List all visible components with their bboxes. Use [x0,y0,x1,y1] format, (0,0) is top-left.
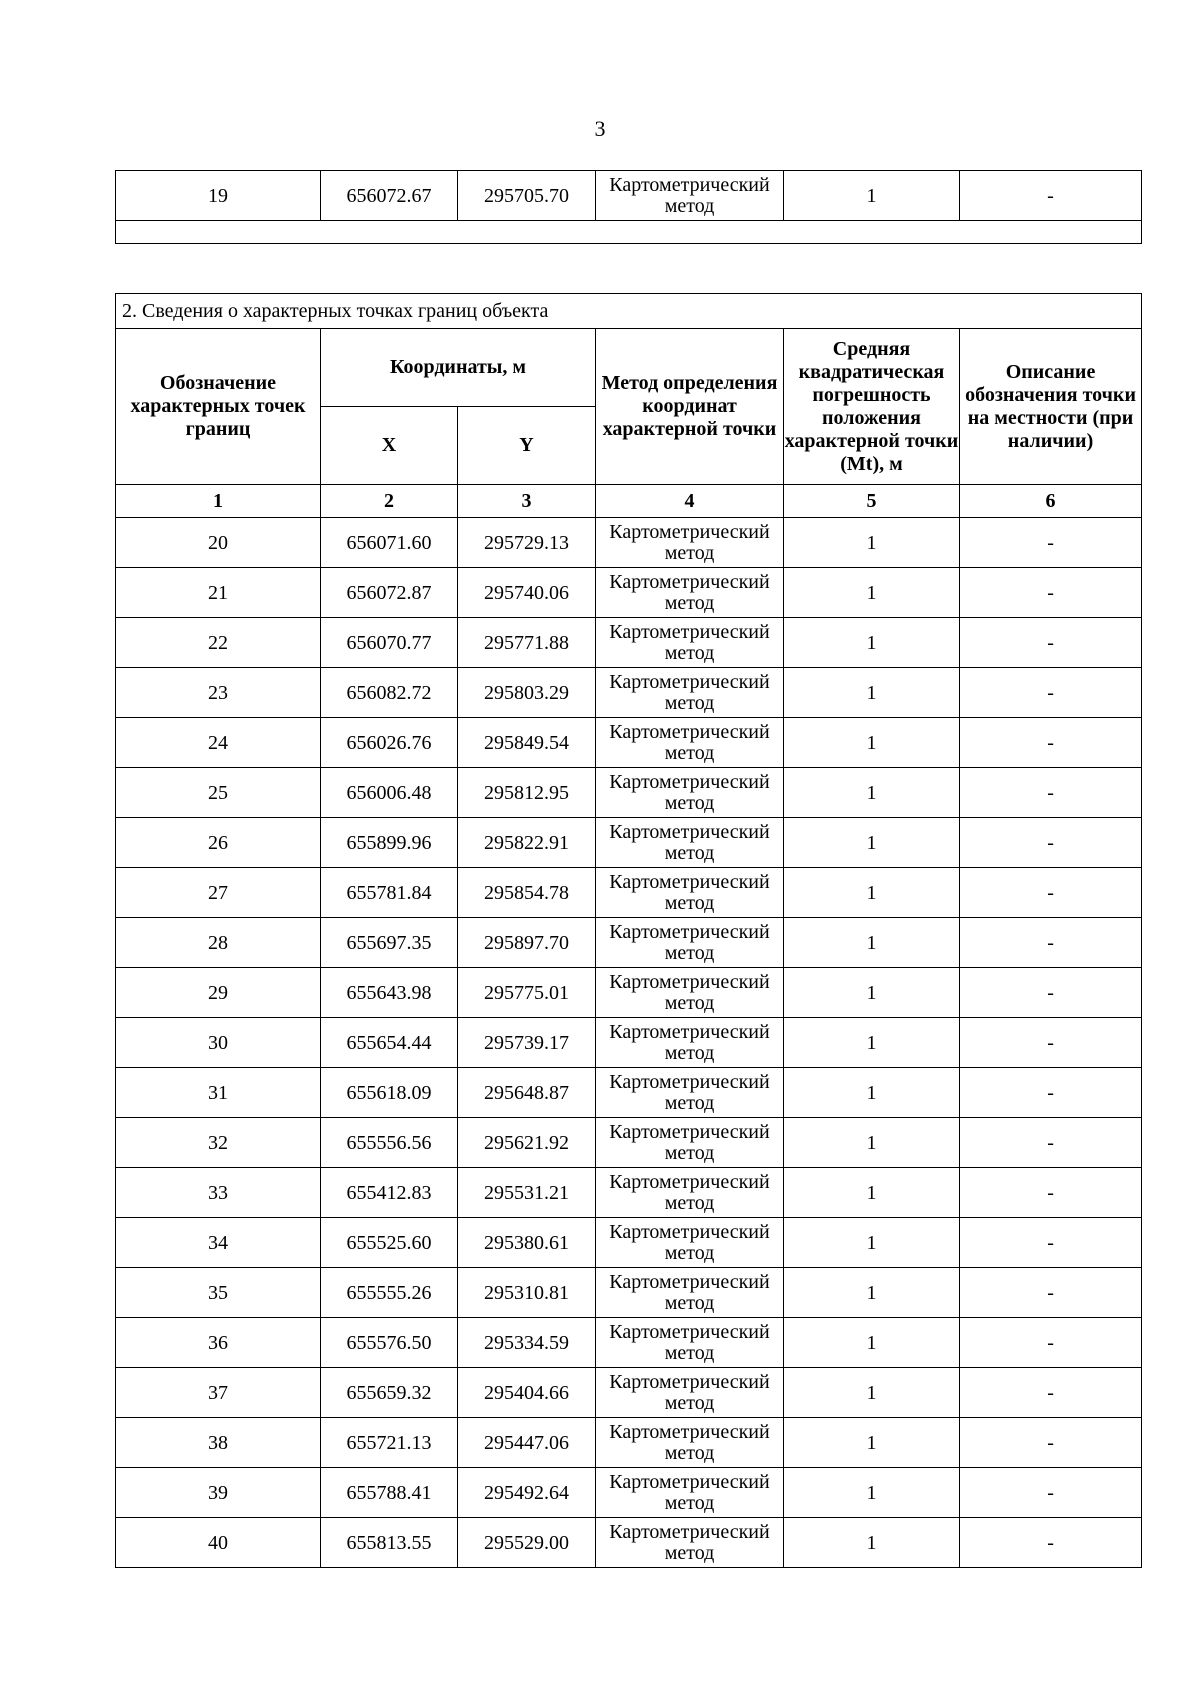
cell-method: Картометрический метод [596,1268,784,1318]
cell-point: 25 [116,768,321,818]
cell-mt: 1 [784,1068,960,1118]
cell-description: - [960,1468,1142,1518]
cell-method: Картометрический метод [596,618,784,668]
cell-mt: 1 [784,518,960,568]
cell-x: 655721.13 [321,1418,458,1468]
cell-point: 40 [116,1518,321,1568]
cell-x: 656072.87 [321,568,458,618]
cell-method: Картометрический метод [596,968,784,1018]
cell-x: 655643.98 [321,968,458,1018]
cell-mt: 1 [784,1418,960,1468]
cell-method: Картометрический метод [596,818,784,868]
header-x: X [321,407,458,485]
cell-x: 655813.55 [321,1518,458,1568]
cell-y: 295310.81 [458,1268,596,1318]
table-row [116,868,1142,918]
cell-y: 295822.91 [458,818,596,868]
cell-mt: 1 [784,668,960,718]
table-row [116,1518,1142,1568]
cell-point: 22 [116,618,321,668]
cell-y: 295529.00 [458,1518,596,1568]
cell-method: Картометрический метод [596,518,784,568]
cell-method: Картометрический метод [596,1318,784,1368]
cell-x: 656026.76 [321,718,458,768]
cell-point: 26 [116,818,321,868]
cell-point: 23 [116,668,321,718]
header-point: Обозначение характерных точек границ [116,329,321,485]
cell-x: 656072.67 [321,171,458,221]
page-number: 3 [594,116,606,141]
cell-method: Картометрический метод [596,1018,784,1068]
cell-description: - [960,768,1142,818]
cell-x: 655525.60 [321,1218,458,1268]
cell-point: 27 [116,868,321,918]
cell-y: 295531.21 [458,1168,596,1218]
cell-description: - [960,1068,1142,1118]
column-number: 3 [458,485,596,518]
cell-x: 655899.96 [321,818,458,868]
table-row [116,968,1142,1018]
column-number: 2 [321,485,458,518]
cell-description: - [960,868,1142,918]
cell-y: 295380.61 [458,1218,596,1268]
cell-x: 655555.26 [321,1268,458,1318]
cell-point: 29 [116,968,321,1018]
cell-description: - [960,1018,1142,1068]
table-row [116,1118,1142,1168]
section-title: 2. Сведения о характерных точках границ объекта [116,294,1142,329]
cell-mt: 1 [784,1368,960,1418]
cell-y: 295404.66 [458,1368,596,1418]
cell-point: 21 [116,568,321,618]
table-row [116,768,1142,818]
cell-mt: 1 [784,718,960,768]
cell-y: 295447.06 [458,1418,596,1468]
cell-x: 655697.35 [321,918,458,968]
cell-y: 295803.29 [458,668,596,718]
table-row [116,618,1142,668]
cell-point: 19 [116,171,321,221]
cell-description: - [960,518,1142,568]
header-description: Описание обозначения точки на местности (при наличии) [960,329,1142,485]
cell-mt: 1 [784,1168,960,1218]
cell-method: Картометрический метод [596,918,784,968]
header-coords: Координаты, м [321,329,596,407]
cell-mt: 1 [784,1518,960,1568]
cell-point: 35 [116,1268,321,1318]
cell-point: 28 [116,918,321,968]
cell-method: Картометрический метод [596,1368,784,1418]
cell-mt: 1 [784,818,960,868]
table-row [116,668,1142,718]
cell-mt: 1 [784,1018,960,1068]
cell-point: 32 [116,1118,321,1168]
cell-mt: 1 [784,1218,960,1268]
cell-description: - [960,1118,1142,1168]
cell-method: Картометрический метод [596,1418,784,1468]
cell-mt: 1 [784,768,960,818]
cell-x: 656070.77 [321,618,458,668]
cell-mt: 1 [784,171,960,221]
cell-mt: 1 [784,918,960,968]
cell-y: 295812.95 [458,768,596,818]
table-row [116,568,1142,618]
table-row [116,1268,1142,1318]
cell-mt: 1 [784,1468,960,1518]
cell-method: Картометрический метод [596,1468,784,1518]
cell-x: 655556.56 [321,1118,458,1168]
cell-y: 295621.92 [458,1118,596,1168]
table-row [116,1368,1142,1418]
cell-y: 295739.17 [458,1018,596,1068]
column-number: 1 [116,485,321,518]
table-row [116,171,1142,221]
table-row [116,1418,1142,1468]
cell-x: 656082.72 [321,668,458,718]
column-number: 4 [596,485,784,518]
cell-x: 656071.60 [321,518,458,568]
cell-mt: 1 [784,968,960,1018]
cell-method: Картометрический метод [596,1518,784,1568]
cell-y: 295648.87 [458,1068,596,1118]
cell-method: Картометрический метод [596,768,784,818]
cell-description: - [960,1168,1142,1218]
cell-y: 295705.70 [458,171,596,221]
cell-point: 24 [116,718,321,768]
cell-y: 295897.70 [458,918,596,968]
empty-row [116,221,1142,244]
cell-description: - [960,1368,1142,1418]
cell-y: 295775.01 [458,968,596,1018]
cell-point: 33 [116,1168,321,1218]
cell-x: 655659.32 [321,1368,458,1418]
cell-method: Картометрический метод [596,1168,784,1218]
cell-description: - [960,568,1142,618]
cell-x: 655781.84 [321,868,458,918]
table-row [116,718,1142,768]
boundary-points-body [116,518,1142,1568]
cell-method: Картометрический метод [596,668,784,718]
cell-point: 37 [116,1368,321,1418]
cell-x: 655618.09 [321,1068,458,1118]
table-row [116,1318,1142,1368]
cell-description: - [960,968,1142,1018]
table-row [116,818,1142,868]
cell-mt: 1 [784,1268,960,1318]
cell-point: 38 [116,1418,321,1468]
cell-x: 655576.50 [321,1318,458,1368]
cell-y: 295740.06 [458,568,596,618]
cell-point: 20 [116,518,321,568]
continuation-table [115,170,1142,244]
cell-method: Картометрический метод [596,868,784,918]
cell-description: - [960,818,1142,868]
table-row [116,518,1142,568]
cell-description: - [960,1318,1142,1368]
header-y: Y [458,407,596,485]
cell-description: - [960,718,1142,768]
cell-point: 39 [116,1468,321,1518]
cell-description: - [960,618,1142,668]
boundary-points-table [115,293,1142,1568]
cell-point: 34 [116,1218,321,1268]
cell-point: 36 [116,1318,321,1368]
cell-mt: 1 [784,1118,960,1168]
cell-mt: 1 [784,868,960,918]
cell-mt: 1 [784,568,960,618]
header-method: Метод определения координат характерной точки [596,329,784,485]
cell-y: 295849.54 [458,718,596,768]
cell-x: 656006.48 [321,768,458,818]
cell-description: - [960,1418,1142,1468]
cell-description: - [960,171,1142,221]
cell-method: Картометрический метод [596,568,784,618]
cell-description: - [960,668,1142,718]
table-row [116,1468,1142,1518]
cell-y: 295771.88 [458,618,596,668]
table-row [116,1218,1142,1268]
cell-description: - [960,918,1142,968]
table-row [116,1168,1142,1218]
cell-mt: 1 [784,1318,960,1368]
cell-x: 655412.83 [321,1168,458,1218]
cell-method: Картометрический метод [596,171,784,221]
table-row [116,1018,1142,1068]
cell-method: Картометрический метод [596,1118,784,1168]
cell-description: - [960,1218,1142,1268]
cell-point: 30 [116,1018,321,1068]
cell-y: 295729.13 [458,518,596,568]
table-row [116,1068,1142,1118]
cell-y: 295334.59 [458,1318,596,1368]
cell-mt: 1 [784,618,960,668]
cell-method: Картометрический метод [596,1218,784,1268]
cell-x: 655788.41 [321,1468,458,1518]
cell-method: Картометрический метод [596,1068,784,1118]
cell-y: 295492.64 [458,1468,596,1518]
header-mt: Средняя квадратическая погрешность положения характерной точки (Mt), м [784,329,960,485]
column-numbers-row [116,485,1142,518]
cell-y: 295854.78 [458,868,596,918]
cell-x: 655654.44 [321,1018,458,1068]
continuation-table-body [116,171,1142,221]
cell-description: - [960,1268,1142,1318]
table-row [116,918,1142,968]
cell-point: 31 [116,1068,321,1118]
column-number: 5 [784,485,960,518]
column-number: 6 [960,485,1142,518]
cell-description: - [960,1518,1142,1568]
cell-method: Картометрический метод [596,718,784,768]
